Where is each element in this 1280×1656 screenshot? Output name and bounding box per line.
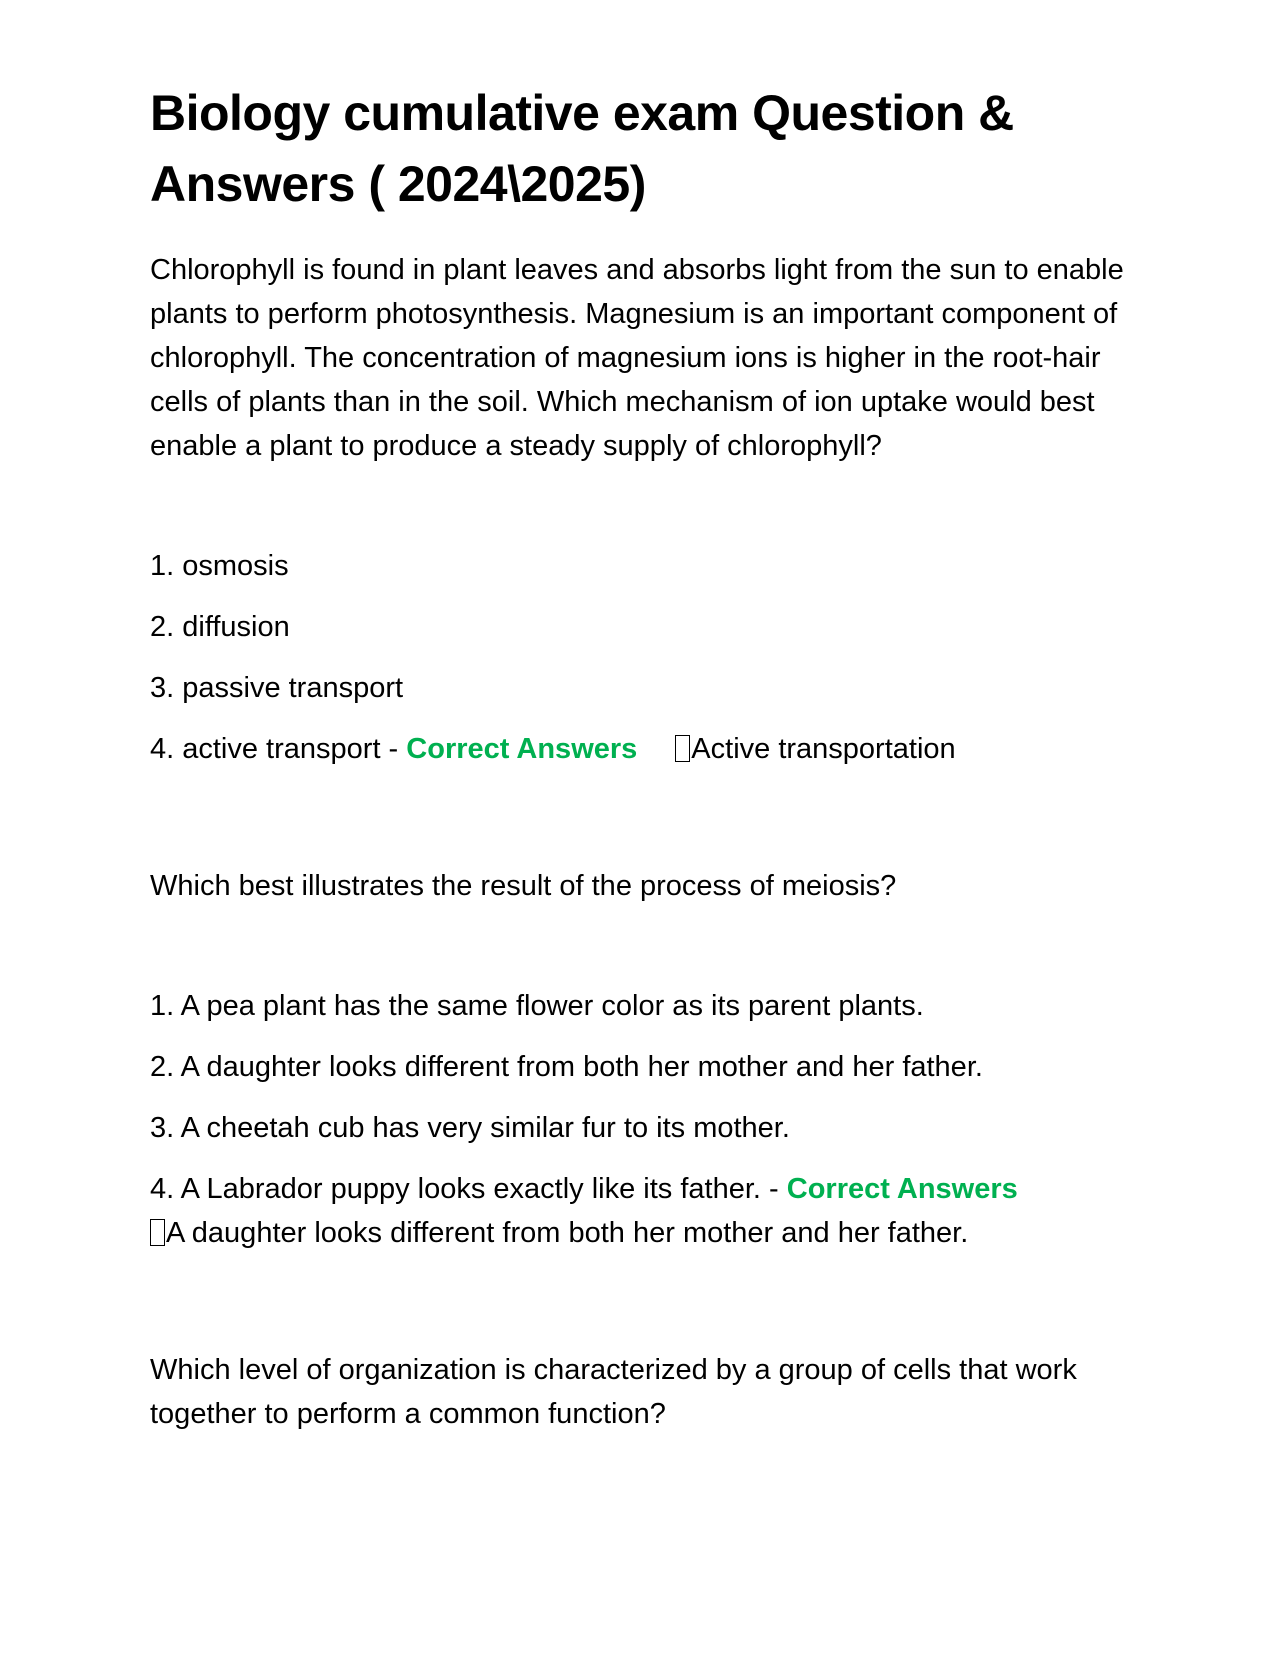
missing-glyph-icon (675, 735, 690, 762)
question-3-prompt: Which level of organization is characterized by a group of cells that work together to perform a common function? (150, 1354, 1077, 1430)
list-item (150, 1045, 1130, 1089)
question-1-prompt: Chlorophyll is found in plant leaves and absorbs light from the sun to enable plants to perform photosynthesis. Magnesium is an important component of chlorophyll. The concentration of magnesium ions is higher in the root-hair cells of plants than in the soil. Which mechanism of ion uptake would best enable a plant to produce a steady supply of chlorophyll? (150, 254, 1124, 462)
correct-answers-label: Correct Answers (406, 733, 638, 765)
correct-answers-label: Correct Answers (786, 1173, 1018, 1205)
list-item (150, 666, 1130, 710)
document-page (150, 78, 1130, 1436)
spacer (150, 468, 1130, 544)
spacer (150, 1272, 1130, 1348)
option-text: 1. A pea plant has the same flower color as its parent plants. (150, 990, 924, 1022)
missing-glyph-icon (150, 1219, 165, 1246)
option-text: 4. A Labrador puppy looks exactly like its father. - (150, 1173, 787, 1205)
question-2-prompt: Which best illustrates the result of the process of meiosis? (150, 870, 897, 902)
answer-text: Active transportation (691, 733, 956, 765)
option-text: 3. A cheetah cub has very similar fur to its mother. (150, 1112, 790, 1144)
list-item (150, 544, 1130, 588)
spacer (150, 908, 1130, 984)
list-item (150, 605, 1130, 649)
list-item (150, 1167, 1130, 1255)
option-text: 2. diffusion (150, 611, 290, 643)
question-2-options (150, 984, 1130, 1255)
answer-text: A daughter looks different from both her mother and her father. (166, 1217, 969, 1249)
option-text: 2. A daughter looks different from both her mother and her father. (150, 1051, 983, 1083)
option-text: 4. active transport - (150, 733, 407, 765)
spacer (150, 788, 1130, 864)
page-title: Biology cumulative exam Question & Answers ( 2024\2025) (150, 85, 1014, 212)
list-item (150, 1106, 1130, 1150)
list-item (150, 727, 1130, 771)
list-item (150, 984, 1130, 1028)
option-text: 3. passive transport (150, 672, 404, 704)
question-1-options (150, 544, 1130, 771)
option-text: 1. osmosis (150, 550, 289, 582)
